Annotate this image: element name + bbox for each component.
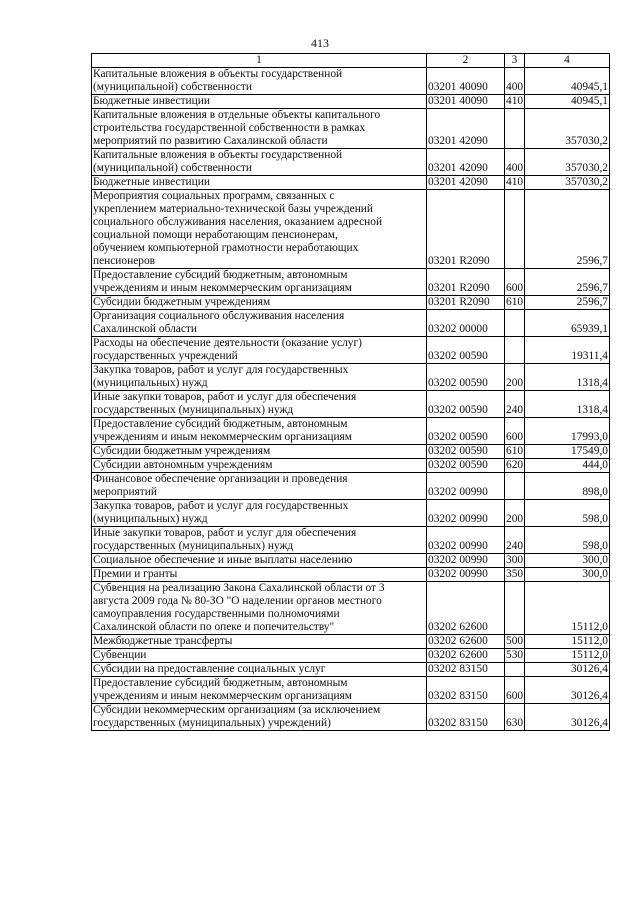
row-name-cell: Премии и гранты	[92, 568, 427, 582]
table-row	[92, 554, 610, 568]
row-amount-cell: 598,0	[525, 500, 610, 527]
row-code-cell: 03202 00990	[427, 554, 505, 568]
row-amount-cell: 2596,7	[525, 190, 610, 269]
table-row	[92, 527, 610, 554]
table-row	[92, 582, 610, 635]
row-amount-cell: 15112,0	[525, 582, 610, 635]
row-code-cell: 03201 40090	[427, 68, 505, 95]
row-code-cell: 03202 00000	[427, 310, 505, 337]
row-code-cell: 03202 83150	[427, 677, 505, 704]
row-vr-cell	[505, 473, 525, 500]
row-vr-cell: 400	[505, 68, 525, 95]
table-row	[92, 190, 610, 269]
table-header-row	[92, 54, 610, 68]
row-code-cell: 03202 62600	[427, 582, 505, 635]
row-amount-cell: 17993,0	[525, 418, 610, 445]
row-name-cell: Капитальные вложения в объекты государственной (муниципальной) собственности	[92, 149, 427, 176]
row-vr-cell: 610	[506, 296, 524, 308]
row-code-cell: 03202 00990	[427, 568, 505, 582]
row-amount-cell: 65939,1	[525, 310, 610, 337]
row-code-cell: 03202 62600	[427, 635, 505, 649]
row-name-cell: Субсидии автономным учреждениям	[92, 459, 427, 473]
row-amount-cell: 15112,0	[525, 649, 610, 663]
row-code-cell: 03202 00590	[427, 337, 505, 364]
table-row	[92, 649, 610, 663]
row-amount-cell: 598,0	[525, 527, 610, 554]
row-name-cell: Субсидии бюджетным учреждениям	[92, 296, 427, 310]
table-row	[92, 418, 610, 445]
row-code-cell: 03202 00590	[427, 445, 505, 459]
row-code-cell: 03201 R2090	[427, 190, 505, 269]
row-code-cell: 03202 83150	[427, 663, 505, 677]
table-row	[92, 310, 610, 337]
row-amount-cell: 2596,7	[525, 269, 610, 296]
table-row	[92, 473, 610, 500]
table-row	[92, 296, 610, 310]
row-code-cell: 03202 00990	[427, 500, 505, 527]
row-amount-cell: 17549,0	[525, 445, 610, 459]
row-name-cell: Субвенции	[92, 649, 427, 663]
row-vr-cell: 200	[505, 364, 525, 391]
row-vr-cell	[505, 310, 525, 337]
row-vr-cell: 240	[505, 527, 525, 554]
row-name-cell: Закупка товаров, работ и услуг для государственных (муниципальных) нужд	[92, 364, 427, 391]
row-amount-cell: 357030,2	[525, 176, 610, 190]
row-vr-cell: 600	[505, 677, 525, 704]
row-amount-cell: 444,0	[525, 459, 610, 473]
budget-table	[91, 53, 610, 731]
table-body	[92, 54, 610, 731]
table-row	[92, 364, 610, 391]
row-vr-cell: 300	[506, 554, 524, 566]
row-amount-cell: 1318,4	[525, 391, 610, 418]
row-name-cell: Капитальные вложения в отдельные объекты капитального строительства государственной собственности в рамках мероприятий по развитию Сахалинской области	[92, 109, 427, 149]
row-name-cell: Субсидии некоммерческим организациям (за исключением государственных (муниципальных) учреждений)	[92, 704, 427, 731]
row-name-cell: Капитальные вложения в объекты государственной (муниципальной) собственности	[92, 68, 427, 95]
row-vr-cell: 200	[505, 500, 525, 527]
row-name-cell: Бюджетные инвестиции	[92, 95, 427, 109]
row-amount-cell: 40945,1	[525, 95, 610, 109]
table-row	[92, 269, 610, 296]
row-vr-cell: 500	[506, 635, 524, 647]
row-name-cell: Межбюджетные трансферты	[92, 635, 427, 649]
row-amount-cell: 2596,7	[525, 296, 610, 310]
row-name-cell: Закупка товаров, работ и услуг для государственных (муниципальных) нужд	[92, 500, 427, 527]
row-amount-cell: 15112,0	[525, 635, 610, 649]
table-row	[92, 704, 610, 731]
row-name-cell: Иные закупки товаров, работ и услуг для обеспечения государственных (муниципальных) нужд	[92, 391, 427, 418]
row-vr-cell	[505, 190, 525, 269]
row-vr-cell: 620	[506, 459, 524, 471]
row-code-cell: 03202 62600	[427, 649, 505, 663]
row-vr-cell: 240	[505, 391, 525, 418]
table-row	[92, 391, 610, 418]
row-code-cell: 03201 40090	[427, 95, 505, 109]
row-code-cell: 03202 83150	[427, 704, 505, 731]
row-amount-cell: 30126,4	[525, 677, 610, 704]
row-vr-cell: 600	[505, 269, 525, 296]
row-name-cell: Субвенция на реализацию Закона Сахалинской области от 3 августа 2009 года № 80-ЗО "О наделении органов местного самоуправления государственными полномочиями Сахалинской области по опеке и попечительству"	[92, 582, 427, 635]
row-vr-cell: 400	[505, 149, 525, 176]
row-name-cell: Субсидии бюджетным учреждениям	[92, 445, 427, 459]
row-vr-cell: 630	[505, 704, 525, 731]
row-vr-cell: 530	[506, 649, 524, 661]
row-vr-cell	[505, 337, 525, 364]
row-vr-cell	[505, 582, 525, 635]
row-vr-cell: 610	[506, 445, 524, 457]
column-header-name: 1	[92, 54, 427, 68]
table-row	[92, 568, 610, 582]
row-name-cell: Предоставление субсидий бюджетным, автономным учреждениям и иным некоммерческим организациям	[92, 269, 427, 296]
row-vr-cell: 410	[506, 176, 524, 188]
row-amount-cell: 898,0	[525, 473, 610, 500]
table-row	[92, 663, 610, 677]
row-code-cell: 03201 42090	[427, 109, 505, 149]
row-vr-cell	[505, 663, 525, 677]
row-amount-cell: 30126,4	[525, 663, 610, 677]
table-row	[92, 459, 610, 473]
row-name-cell: Организация социального обслуживания населения Сахалинской области	[92, 310, 427, 337]
row-vr-cell	[505, 109, 525, 149]
row-code-cell: 03202 00590	[427, 391, 505, 418]
column-header-vr: 3	[505, 54, 525, 68]
row-name-cell: Бюджетные инвестиции	[92, 176, 427, 190]
column-header-amount: 4	[525, 54, 610, 68]
row-name-cell: Субсидии на предоставление социальных услуг	[92, 663, 427, 677]
row-name-cell: Финансовое обеспечение организации и проведения мероприятий	[92, 473, 427, 500]
row-name-cell: Социальное обеспечение и иные выплаты населению	[92, 554, 427, 568]
row-name-cell: Иные закупки товаров, работ и услуг для обеспечения государственных (муниципальных) нужд	[92, 527, 427, 554]
table-row	[92, 337, 610, 364]
row-amount-cell: 1318,4	[525, 364, 610, 391]
row-amount-cell: 300,0	[525, 554, 610, 568]
row-code-cell: 03202 00990	[427, 473, 505, 500]
table-row	[92, 95, 610, 109]
row-code-cell: 03201 42090	[427, 149, 505, 176]
row-vr-cell: 600	[505, 418, 525, 445]
row-name-cell: Предоставление субсидий бюджетным, автономным учреждениям и иным некоммерческим организациям	[92, 418, 427, 445]
table-row	[92, 500, 610, 527]
row-name-cell: Предоставление субсидий бюджетным, автономным учреждениям и иным некоммерческим организациям	[92, 677, 427, 704]
row-amount-cell: 40945,1	[525, 68, 610, 95]
row-amount-cell: 30126,4	[525, 704, 610, 731]
row-vr-cell: 410	[506, 95, 524, 107]
page-number: 413	[311, 36, 329, 50]
row-code-cell: 03202 00590	[427, 459, 505, 473]
table-row	[92, 109, 610, 149]
table-row	[92, 68, 610, 95]
table-row	[92, 176, 610, 190]
row-name-cell: Расходы на обеспечение деятельности (оказание услуг) государственных учреждений	[92, 337, 427, 364]
row-name-cell: Мероприятия социальных программ, связанных с укреплением материально-технической базы учреждений социального обслуживания населения, оказанием адресной социальной помощи неработающим пенсионерам, обучением компьютерной грамотности неработающих пенсионеров	[92, 190, 427, 269]
table-row	[92, 445, 610, 459]
row-code-cell: 03202 00590	[427, 418, 505, 445]
row-code-cell: 03201 R2090	[427, 269, 505, 296]
row-amount-cell: 300,0	[525, 568, 610, 582]
row-code-cell: 03201 R2090	[427, 296, 505, 310]
row-amount-cell: 19311,4	[525, 337, 610, 364]
table-row	[92, 149, 610, 176]
row-amount-cell: 357030,2	[525, 109, 610, 149]
row-code-cell: 03202 00590	[427, 364, 505, 391]
row-code-cell: 03202 00990	[427, 527, 505, 554]
column-header-code: 2	[427, 54, 505, 68]
row-amount-cell: 357030,2	[525, 149, 610, 176]
row-vr-cell: 350	[506, 568, 524, 580]
table-row	[92, 677, 610, 704]
row-code-cell: 03201 42090	[427, 176, 505, 190]
table-row	[92, 635, 610, 649]
